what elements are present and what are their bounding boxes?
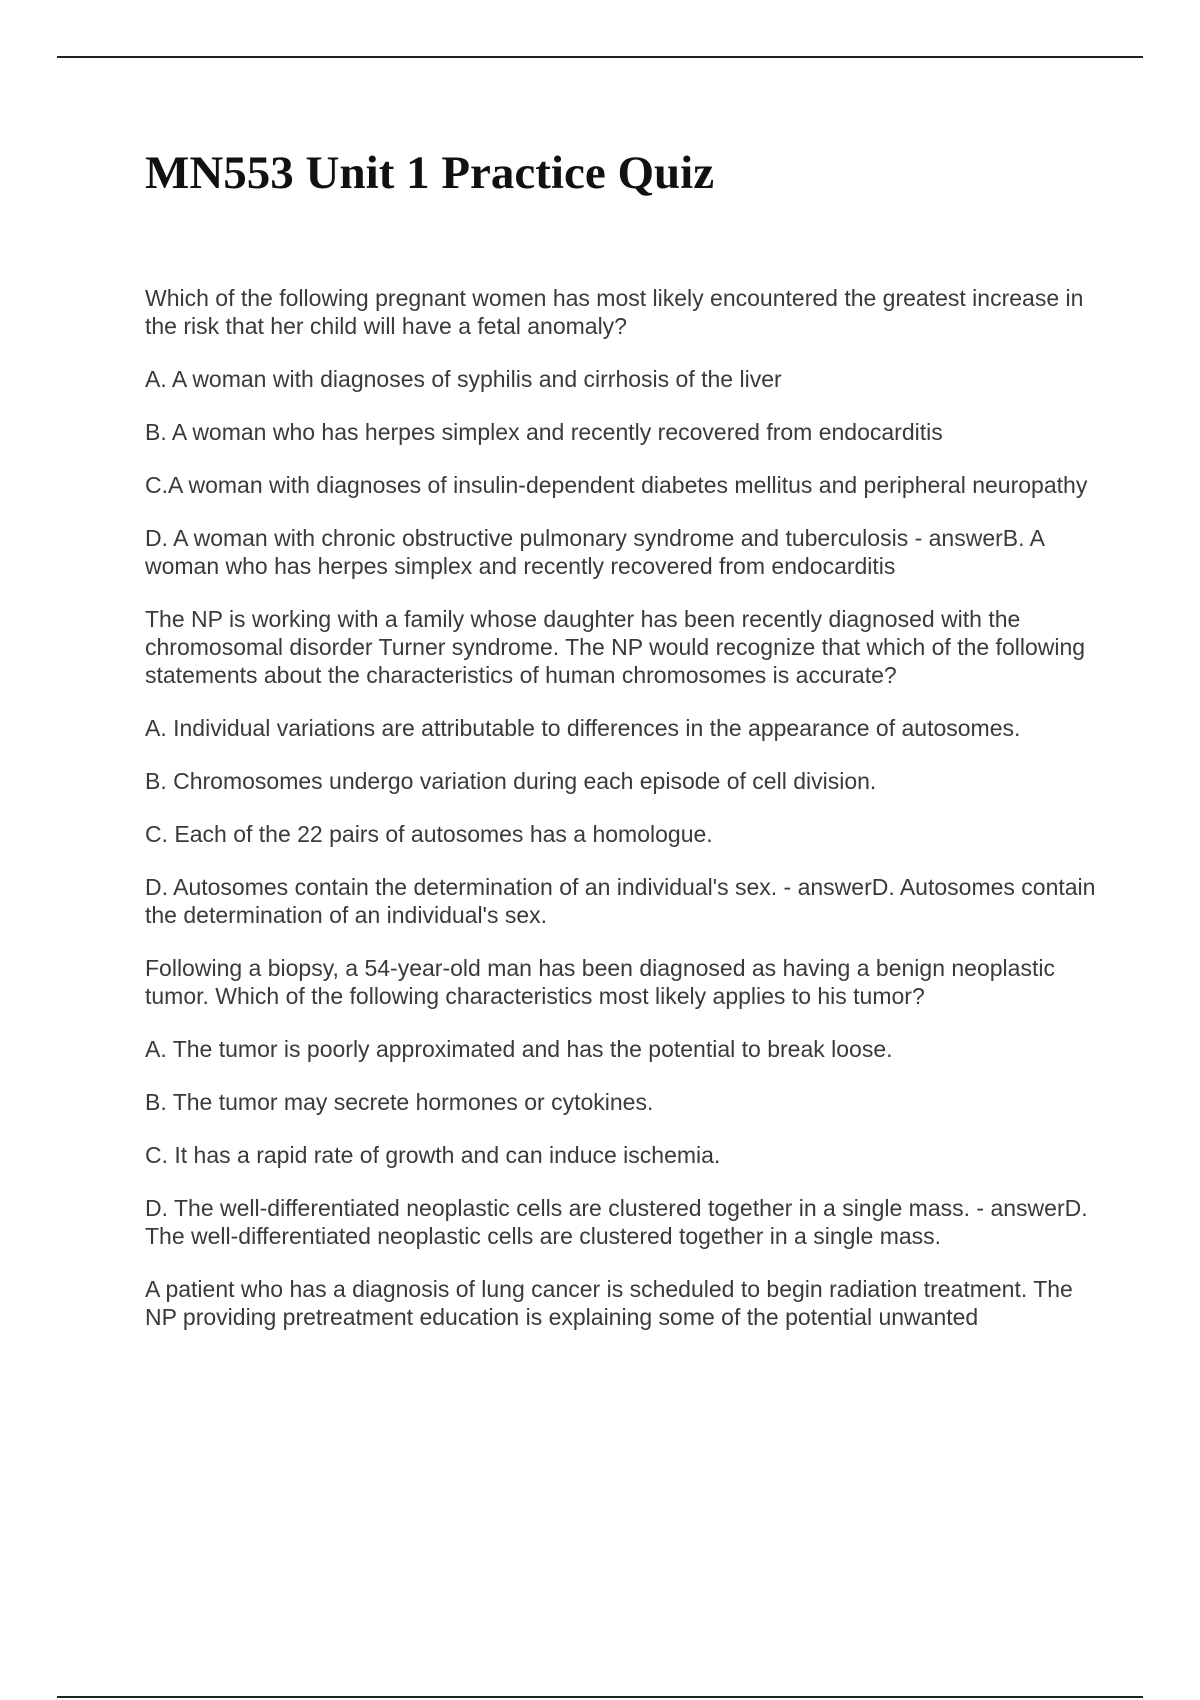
question-3-stem: Following a biopsy, a 54-year-old man has been diagnosed as having a benign neoplastic tumor. Which of the following characteristics most likely applies to his tumor?: [145, 955, 1055, 1009]
question-4-stem: A patient who has a diagnosis of lung cancer is scheduled to begin radiation treatment. The NP providing pretreatment education is explaining some of the potential unwanted: [145, 1276, 1073, 1330]
page-title: MN553 Unit 1 Practice Quiz: [145, 147, 715, 199]
question-1-option-b: B. A woman who has herpes simplex and recently recovered from endocarditis: [145, 419, 943, 445]
question-1-option-a: A. A woman with diagnoses of syphilis and cirrhosis of the liver: [145, 366, 782, 392]
top-rule: [57, 56, 1143, 58]
document-body: [145, 284, 1105, 1356]
question-1-stem: Which of the following pregnant women has most likely encountered the greatest increase in the risk that her child will have a fetal anomaly?: [145, 285, 1084, 339]
question-3-option-c: C. It has a rapid rate of growth and can induce ischemia.: [145, 1142, 721, 1168]
question-3-option-b: B. The tumor may secrete hormones or cytokines.: [145, 1089, 654, 1115]
bottom-rule: [57, 1696, 1143, 1698]
question-1-option-c: C.A woman with diagnoses of insulin-dependent diabetes mellitus and peripheral neuropathy: [145, 472, 1088, 498]
question-3-option-a: A. The tumor is poorly approximated and has the potential to break loose.: [145, 1036, 893, 1062]
question-3-option-d-answer: D. The well-differentiated neoplastic cells are clustered together in a single mass. - answerD. The well-differentiated neoplastic cells are clustered together in a single mass.: [145, 1195, 1088, 1249]
question-2-option-d-answer: D. Autosomes contain the determination of an individual's sex. - answerD. Autosomes contain the determination of an individual's sex.: [145, 874, 1096, 928]
question-2-stem: The NP is working with a family whose daughter has been recently diagnosed with the chromosomal disorder Turner syndrome. The NP would recognize that which of the following statements about the characteristics of human chromosomes is accurate?: [145, 606, 1086, 688]
question-1-option-d-answer: D. A woman with chronic obstructive pulmonary syndrome and tuberculosis - answerB. A woman who has herpes simplex and recently recovered from endocarditis: [145, 525, 1044, 579]
question-2-option-b: B. Chromosomes undergo variation during each episode of cell division.: [145, 768, 877, 794]
question-2-option-c: C. Each of the 22 pairs of autosomes has a homologue.: [145, 821, 713, 847]
question-2-option-a: A. Individual variations are attributable to differences in the appearance of autosomes.: [145, 715, 1021, 741]
